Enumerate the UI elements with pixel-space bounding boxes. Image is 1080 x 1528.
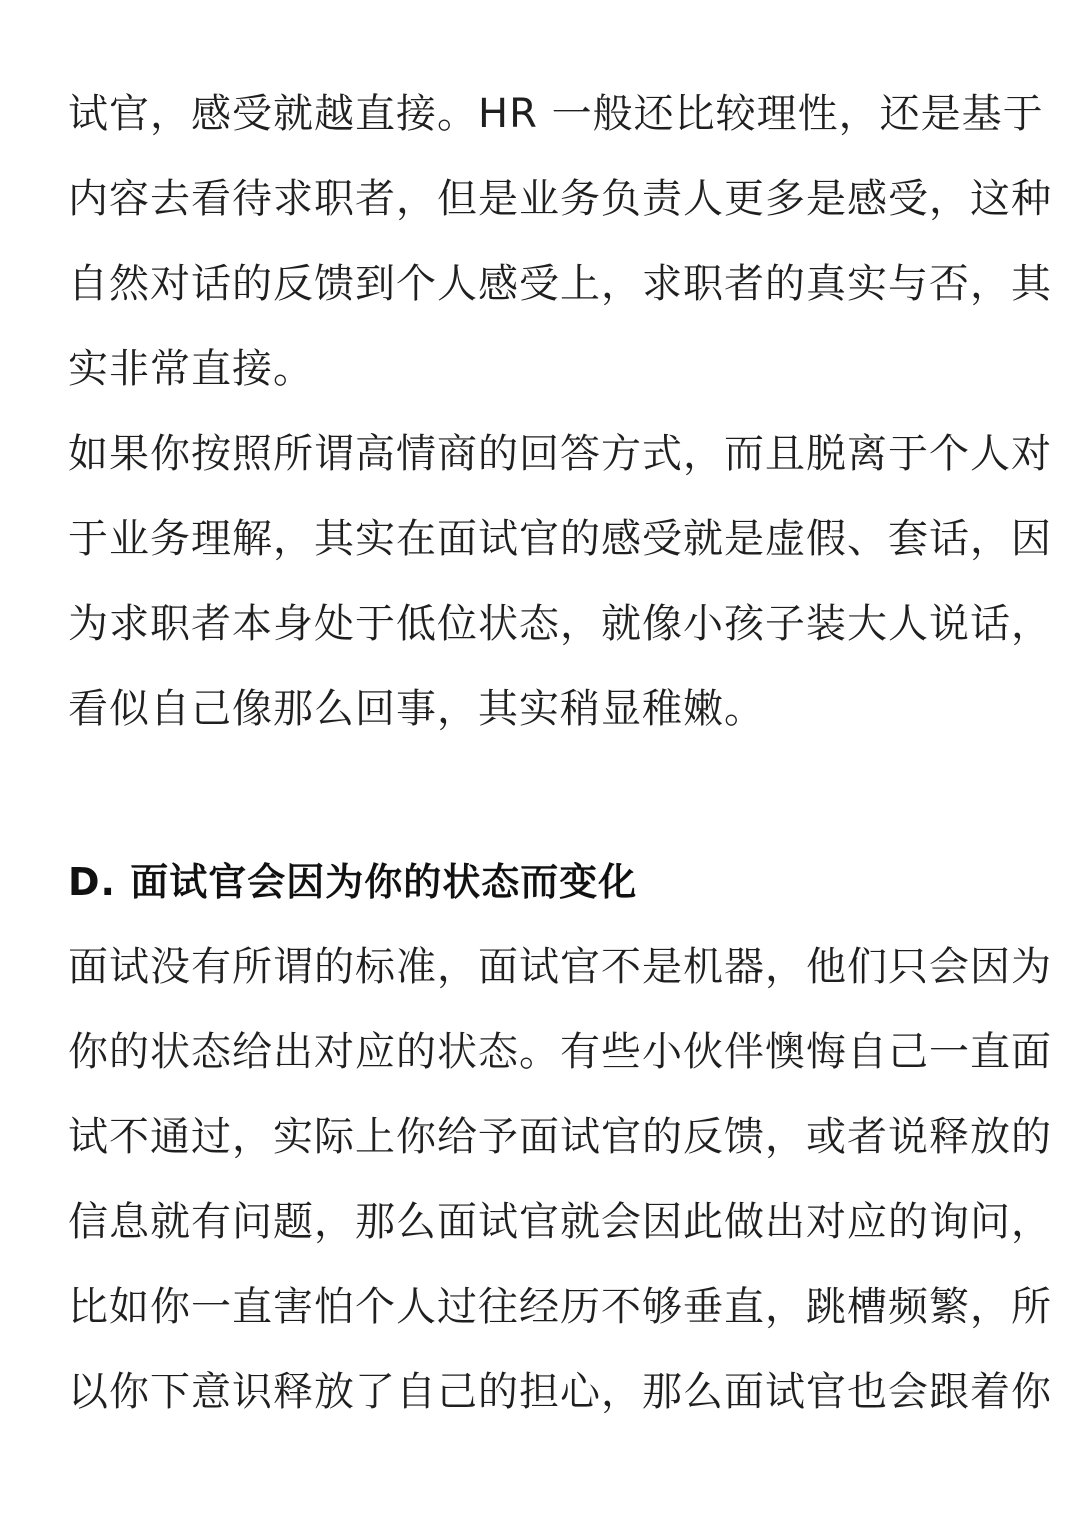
text-line: 自然对话的反馈到个人感受上，求职者的真实与否，其: [68, 261, 1052, 307]
text-line: 内容去看待求职者，但是业务负责人更多是感受，这种: [68, 176, 1052, 222]
text-line: 如果你按照所谓高情商的回答方式，而且脱离于个人对: [68, 431, 1052, 477]
text-line: 看似自己像那么回事，其实稍显稚嫩。: [68, 686, 765, 732]
text-line: 实非常直接。: [68, 346, 314, 392]
text-line: 你的状态给出对应的状态。有些小伙伴懊悔自己一直面: [68, 1029, 1052, 1075]
text-line: 以你下意识释放了自己的担心，那么面试官也会跟着你: [68, 1369, 1052, 1415]
paragraph: [68, 925, 1052, 1435]
paragraph: [68, 72, 1052, 412]
section-heading: D. 面试官会因为你的状态而变化: [68, 860, 638, 904]
text-line: 比如你一直害怕个人过往经历不够垂直，跳槽频繁，所: [68, 1284, 1052, 1330]
article-body: [68, 72, 1052, 1435]
paragraph: [68, 412, 1052, 752]
text-line: 试官，感受就越直接。HR 一般还比较理性，还是基于: [68, 91, 1044, 137]
text-line: 信息就有问题，那么面试官就会因此做出对应的询问，: [68, 1199, 1052, 1245]
text-line: 试不通过，实际上你给予面试官的反馈，或者说释放的: [68, 1114, 1052, 1160]
text-line: 为求职者本身处于低位状态，就像小孩子装大人说话，: [68, 601, 1052, 647]
text-line: 于业务理解，其实在面试官的感受就是虚假、套话，因: [68, 516, 1052, 562]
text-line: 面试没有所谓的标准，面试官不是机器，他们只会因为: [68, 944, 1052, 990]
paragraph-spacer: [68, 752, 1018, 840]
